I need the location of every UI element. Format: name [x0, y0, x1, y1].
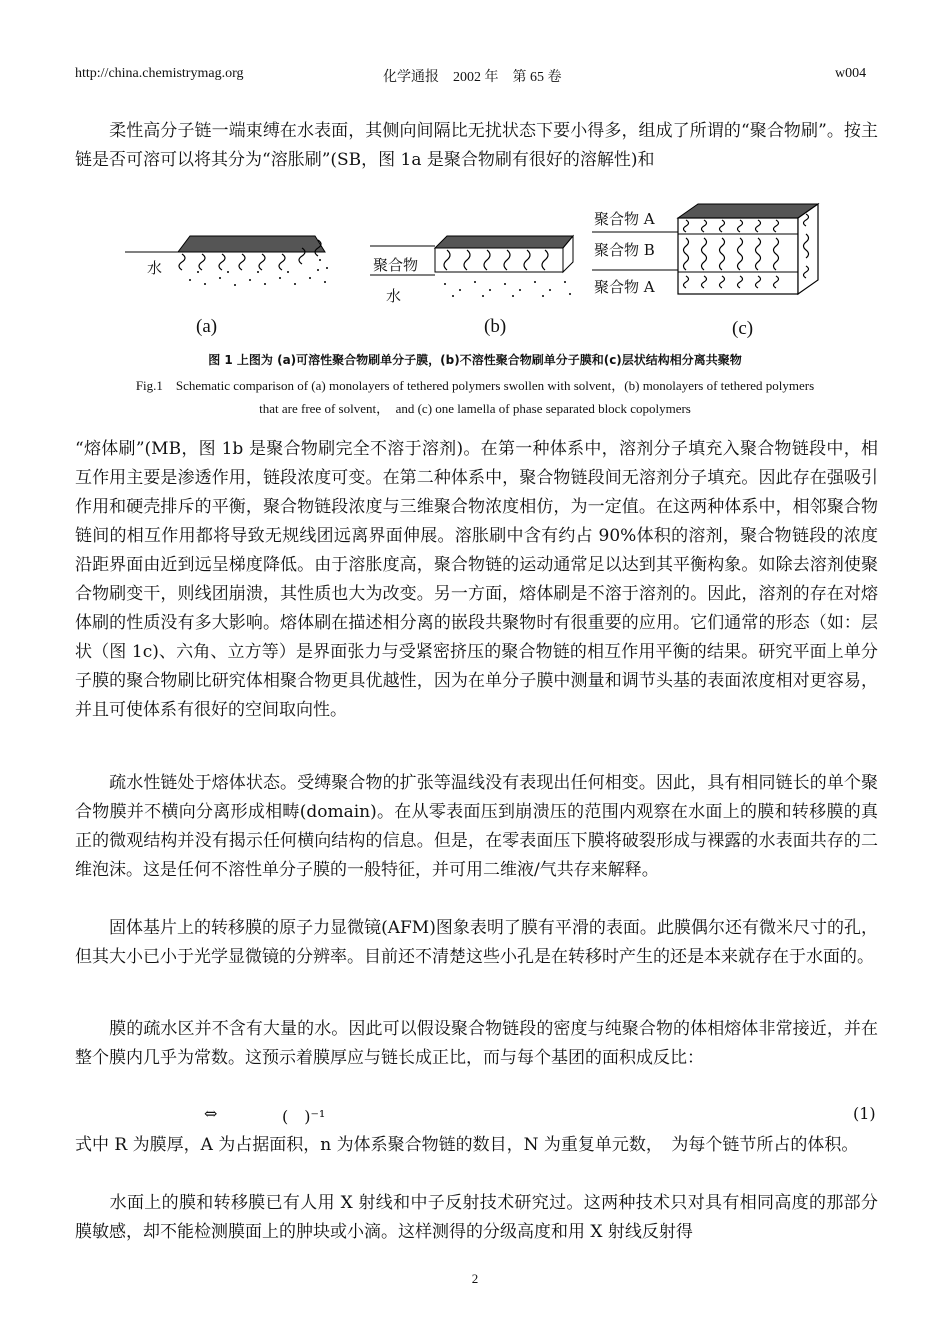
- paragraph-7: 水面上的膜和转移膜已有人用 X 射线和中子反射技术研究过。这两种技术只对具有相同高度的那部分膜敏感，却不能检测膜面上的肿块或小滴。这样测得的分级高度和用 X 射线反射得: [75, 1193, 878, 1242]
- figure-a-water-label: 水: [147, 259, 163, 277]
- page-number: 2: [471, 1271, 479, 1286]
- figure-caption-chinese: 图 1 上图为 (a)可溶性聚合物刷单分子膜，(b)不溶性聚合物刷单分子膜和(c)层状结构相分离共聚物: [208, 353, 742, 367]
- paragraph-4: 固体基片上的转移膜的原子力显微镜(AFM)图象表明了膜有平滑的表面。此膜偶尔还有微米尺寸的孔，但其大小已小于光学显微镜的分辨率。目前还不清楚这些小孔是在转移时产生的还是本来就存在于水面的。: [75, 918, 878, 967]
- figure-a-label: (a): [196, 316, 218, 337]
- figure-b-water-label: 水: [386, 287, 402, 305]
- figure-caption-english-line-2: that are free of solvent， and (c) one lamella of phase separated block copolymers: [259, 401, 691, 416]
- equation-paren: ( )⁻¹: [282, 1107, 326, 1126]
- paragraph-1: 柔性高分子链一端束缚在水表面，其侧向间隔比无扰状态下要小得多，组成了所谓的“聚合物刷”。按主链是否可溶可以将其分为“溶胀刷”(SB，图 1a 是聚合物刷有很好的溶解性)和: [75, 121, 878, 170]
- equation-arrow: ⇔: [204, 1104, 218, 1123]
- figure-b-label: (b): [484, 316, 507, 337]
- figure-c-polymer-b-label: 聚合物 B: [594, 241, 655, 259]
- figure-c-polymer-a-top-label: 聚合物 A: [594, 210, 655, 228]
- paragraph-5: 膜的疏水区并不含有大量的水。因此可以假设聚合物链段的密度与纯聚合物的体相熔体非常接近，并在整个膜内几乎为常数。这预示着膜厚应与链长成正比，而与每个基团的面积成反比：: [75, 1019, 878, 1068]
- figure-c-label: (c): [732, 318, 754, 339]
- equation-number: (1): [853, 1104, 876, 1123]
- header-url: http://china.chemistrymag.org: [75, 66, 244, 81]
- paragraph-3: 疏水性链处于熔体状态。受缚聚合物的扩张等温线没有表现出任何相变。因此，具有相同链长的单个聚合物膜并不横向分离形成相畴(domain)。在从零表面压到崩溃压的范围内观察在水面上的膜和转移膜的真正的微观结构并没有揭示任何横向结构的信息。但是，在零表面压下膜将破裂形成与裸露的水表面共存的二维泡沫。这是任何不溶性单分子膜的一般特征，并可用二维液/气共存来解释。: [75, 773, 878, 880]
- figure-b-polymer-label: 聚合物: [373, 256, 419, 274]
- header-code: w004: [835, 66, 867, 81]
- header-journal: 化学通报 2002 年 第 65 卷: [383, 70, 562, 85]
- figure-c-polymer-a-bottom-label: 聚合物 A: [594, 278, 655, 296]
- figure-caption-english-line-1: Fig.1 Schematic comparison of (a) monolayers of tethered polymers swollen with solvent，(b) monolayers of tethered polymers: [135, 378, 815, 393]
- paragraph-6: 式中 R 为膜厚，A 为占据面积，n 为体系聚合物链的数目，N 为重复单元数， 为每个链节所占的体积。: [75, 1135, 859, 1155]
- paragraph-2: “熔体刷”(MB，图 1b 是聚合物刷完全不溶于溶剂)。在第一种体系中，溶剂分子填充入聚合物链段中，相互作用主要是渗透作用，链段浓度可变。在第二种体系中，聚合物链段间无溶剂分子填充。因此存在强吸引作用和硬壳排斥的平衡，聚合物链段浓度与三维聚合物浓度相仿，为一定值。在这两种体系中，相邻聚合物链间的相互作用都将导致无规线团远离界面伸展。溶胀刷中含有约占 90%体积的溶剂，聚合物链段的浓度沿距界面由近到远呈梯度降低。由于溶胀度高，聚合物链的运动通常足以达到其平衡构象。如除去溶剂使聚合物刷变干，则线团崩溃，其性质也大为改变。另一方面，熔体刷是不溶于溶剂的。因此，溶剂的存在对熔体刷的性质没有多大影响。熔体刷在描述相分离的嵌段共聚物时有很重要的应用。它们通常的形态（如：层状（图 1c)、六角、立方等）是界面张力与受紧密挤压的聚合物链的相互作用平衡的结果。研究平面上单分子膜的聚合物刷比研究体相聚合物更具优越性，因为在单分子膜中测量和调节头基的表面浓度相对更容易，并且可使体系有很好的空间取向性。: [75, 439, 878, 720]
